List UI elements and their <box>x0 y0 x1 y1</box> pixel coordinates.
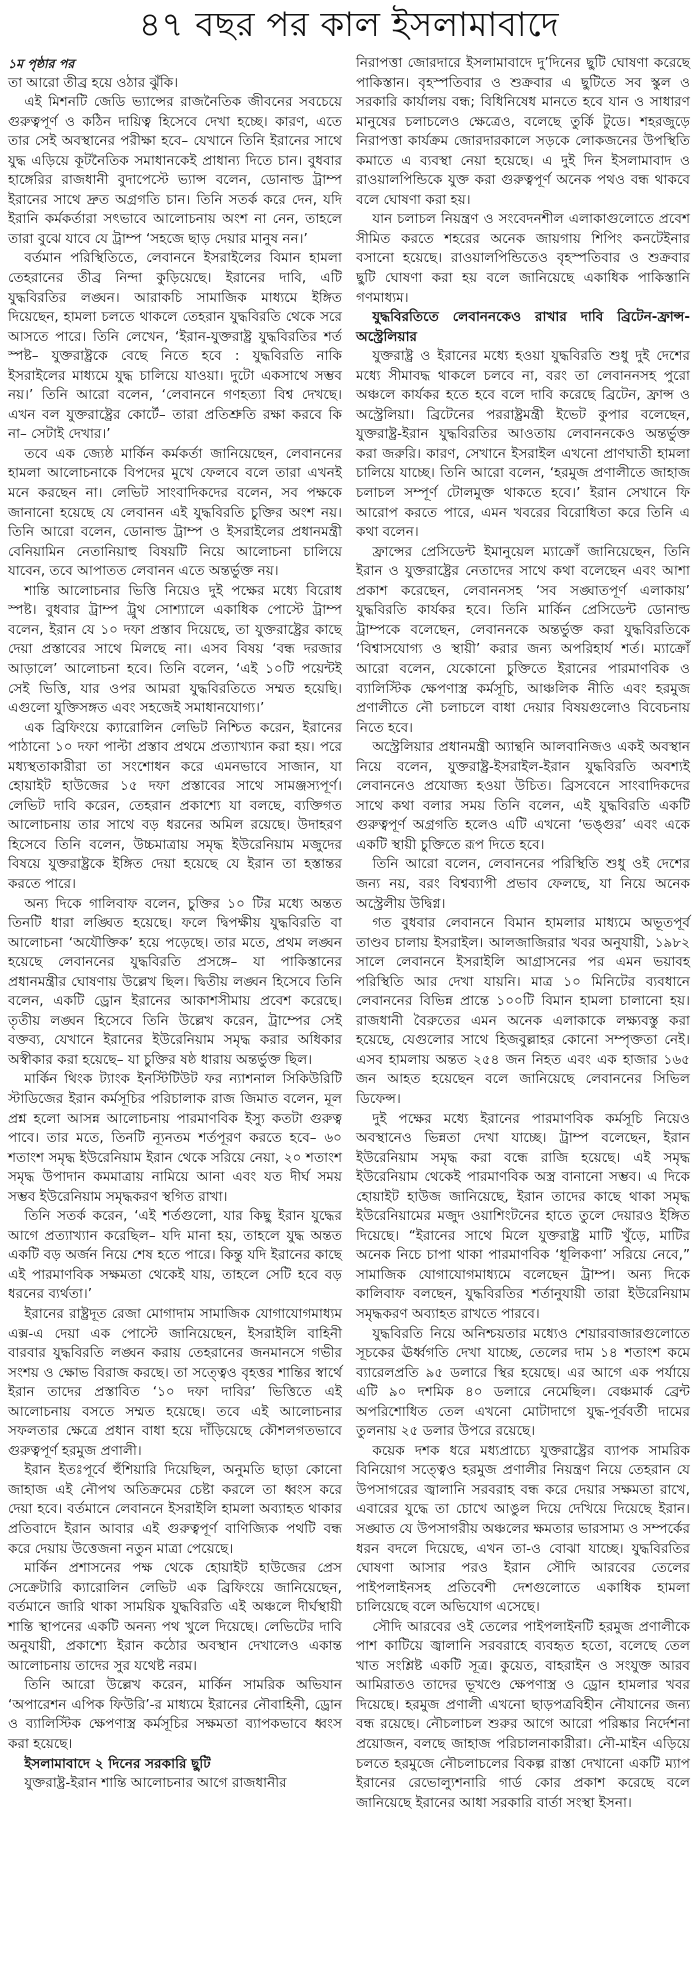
paragraph: যান চলাচল নিয়ন্ত্রণ ও সংবেদনশীল এলাকাগুলোতে প্রবেশ সীমিত করতে শহরের অনেক জায়গায় শিপিং কনটেইনার বসানো হয়েছে। রাওয়ালপিন্ডিতেও বৃহস্পতিবার ও শুক্রবার ছুটি ঘোষণা করা হয় বলে জানিয়েছে একাধিক পাকিস্তানি গণমাধ্যম। <box>356 211 690 306</box>
paragraph: তা আরো তীব্র হয়ে ওঠার ঝুঁকি। <box>8 74 179 91</box>
paragraph: তবে এক জ্যেষ্ঠ মার্কিন কর্মকর্তা জানিয়েছেন, লেবাননের হামলা আলোচনাকে বিপদের মুখে ফেলবে বলে তারা এখনই মনে করছেন না। লেভিট সাংবাদিকদের বলেন, সব পক্ষকে জানানো হয়েছে যে লেবানন এই যুদ্ধবিরতি চুক্তির অংশ নয়। তিনি আরো বলেন, ডোনাল্ড ট্রাম্প ও ইসরাইলের প্রধানমন্ত্রী বেনিয়ামিন নেতানিয়াহু বিষয়টি নিয়ে আলোচনা চালিয়ে যাবেন, তবে আপাতত লেবানন এতে অন্তর্ভুক্ত নয়। <box>8 445 342 580</box>
paragraph: ইরানের রাষ্ট্রদূত রেজা মোগাদাম সামাজিক যোগাযোগমাধ্যম এক্স-এ দেয়া এক পোস্টে জানিয়েছেন, ইসরাইলি বাহিনী বারবার যুদ্ধবিরতি লঙ্ঘন করায় তেহরানের জনমানসে গভীর সংশয় ও ক্ষোভ বিরাজ করছে। তা সত্ত্বেও বৃহত্তর শান্তির স্বার্থে ইরান তাদের প্রস্তাবিত ‘১০ দফা দাবির’ ভিত্তিতে এই আলোচনায় বসতে সম্মত হয়েছে। তবে এই আলোচনার সফলতার ক্ষেত্রে প্রধান বাধা হয়ে দাঁড়িয়েছে কৌশলগতভাবে গুরুত্বপূর্ণ হরমুজ প্রণালী। <box>8 1306 342 1459</box>
right-column <box>356 54 690 1813</box>
paragraph: যুদ্ধবিরতি নিয়ে অনিশ্চয়তার মধ্যেও শেয়ারবাজারগুলোতে সূচকের ঊর্ধ্বগতি দেখা যাচ্ছে, তেলের দাম ১৪ শতাংশ কমে ব্যারেলপ্রতি ৯৫ ডলারে স্থির হয়েছে। এর আগে এক পর্যায়ে এটি ৯০ দশমিক ৪০ ডলারে নেমেছিল। বেঞ্চমার্ক ব্রেন্ট অপরিশোধিত তেল এখনো মোটাদাগে যুদ্ধ-পূর্ববর্তী দামের তুলনায় ২৫ ডলার উপরে রয়েছে। <box>356 1325 690 1440</box>
paragraph: তিনি সতর্ক করেন, ‘এই শর্তগুলো, যার কিছু ইরান যুদ্ধের আগে প্রত্যাখ্যান করেছিল– যদি মানা হয়, তাহলে যুদ্ধ অন্তত একটি বড় অর্জন নিয়ে শেষ হতে পারে। কিন্তু যদি ইরানের কাছে এই পারমাণবিক সক্ষমতা থেকেই যায়, তাহলে সেটি হবে বড় ধরনের ব্যর্থতা।’ <box>8 1208 342 1303</box>
paragraph: মার্কিন প্রশাসনের পক্ষ থেকে হোয়াইট হাউজের প্রেস সেক্রেটারি ক্যারোলিন লেভিট এক ব্রিফিংয়ে জানিয়েছেন, বর্তমানে জারি থাকা সাময়িক যুদ্ধবিরতি এই অঞ্চলে দীর্ঘস্থায়ী শান্তি স্থাপনের একটি অনন্য পথ খুলে দিয়েছে। লেভিটের দাবি অনুযায়ী, প্রকাশ্যে ইরান কঠোর অবস্থান দেখালেও একান্ত আলোচনায় তাদের সুর যথেষ্ট নরম। <box>8 1560 342 1674</box>
paragraph: তিনি আরো বলেন, লেবাননের পরিস্থিতি শুধু ওই দেশের জন্য নয়, বরং বিশ্বব্যাপী প্রভাব ফেলছে, যা নিয়ে অনেক অস্ট্রেলীয় উদ্বিগ্ন। <box>356 856 690 912</box>
paragraph: এক ব্রিফিংয়ে ক্যারোলিন লেভিট নিশ্চিত করেন, ইরানের পাঠানো ১০ দফা পাল্টা প্রস্তাব প্রথমে প্রত্যাখ্যান করা হয়। পরে মধ্যস্থতাকারীরা তা সংশোধন করে এমনভাবে সাজান, যা হোয়াইট হাউজের ১৫ দফা প্রস্তাবের সাথে সামঞ্জস্যপূর্ণ। লেভিট দাবি করেন, তেহরান প্রকাশ্যে যা বলছে, ব্যক্তিগত আলোচনায় তার সাথে বড় ধরনের অমিল রয়েছে। উদাহরণ হিসেবে তিনি বলেন, উচ্চমাত্রায় সমৃদ্ধ ইউরেনিয়াম মজুদের বিষয়ে যুক্তরাষ্ট্রকে ইঙ্গিত দেয়া হয়েছে যে ইরান তা হস্তান্তর করতে পারে। <box>8 719 342 892</box>
left-column <box>8 54 342 1813</box>
article-body <box>0 50 698 1813</box>
paragraph: সৌদি আরবের ওই তেলের পাইপলাইনটি হরমুজ প্রণালীকে পাশ কাটিয়ে জ্বালানি সরবরাহে ব্যবহৃত হতো, বলেছে তেল খাত সংশ্লিষ্ট একটি সূত্র। কুয়েত, বাহরাইন ও সংযুক্ত আরব আমিরাতও তাদের ভূখণ্ডে ক্ষেপণাস্ত্র ও ড্রোন হামলার খবর দিয়েছে। হরমুজ প্রণালী এখনো ছাড়পত্রবিহীন নৌযানের জন্য বন্ধ রয়েছে। নৌচলাচল শুরুর আগে আরো পরিষ্কার নির্দেশনা প্রয়োজন, বলছে জাহাজ পরিচালনাকারীরা। নৌ-মাইন এড়িয়ে চলতে হরমুজে নৌচলাচলের বিকল্প রাস্তা দেখানো একটি ম্যাপ ইরানের রেভোল্যুশনারি গার্ড কোর প্রকাশ করেছে বলে জানিয়েছে ইরানের আধা সরকারি বার্তা সংস্থা ইসনা। <box>356 1618 690 1811</box>
paragraph: এই মিশনটি জেডি ভ্যান্সের রাজনৈতিক জীবনের সবচেয়ে গুরুত্বপূর্ণ ও কঠিন দায়িত্ব হিসেবে দেখা হচ্ছে। কারণ, এতে তার সেই অবস্থানের পরীক্ষা হবে– যেখানে তিনি ইরানের সাথে যুদ্ধ এড়িয়ে কূটনৈতিক সমাধানকেই প্রাধান্য দিতে চান। বুধবার হাঙ্গেরির রাজধানী বুদাপেস্টে ভ্যান্স বলেন, ডোনাল্ড ট্রাম্প ইরানের সাথে দ্রুত অগ্রগতি চান। তিনি সতর্ক করে দেন, যদি ইরানি কর্মকর্তারা সৎভাবে আলোচনায় অংশ না নেন, তাহলে তারা বুঝে যাবে যে ট্রাম্প ‘সহজে ছাড় দেয়ার মানুষ নন।’ <box>8 94 342 247</box>
paragraph: ইরান ইতঃপূর্বে হুঁশিয়ারি দিয়েছিল, অনুমতি ছাড়া কোনো জাহাজ এই নৌপথ অতিক্রমের চেষ্টা করলে তা ধ্বংস করে দেয়া হবে। বর্তমানে লেবাননে ইসরাইলি হামলা অব্যাহত থাকার প্রতিবাদে ইরান আবার এই গুরুত্বপূর্ণ বাণিজ্যিক পথটি বন্ধ করে দেয়ায় উত্তেজনা নতুন মাত্রা পেয়েছে। <box>8 1462 342 1557</box>
paragraph: ফ্রান্সের প্রেসিডেন্ট ইমানুয়েল ম্যাক্রোঁ জানিয়েছেন, তিনি ইরান ও যুক্তরাষ্ট্রের নেতাদের সাথে কথা বলেছেন এবং আশা প্রকাশ করেছেন, লেবাননসহ ‘সব সঙ্ঘাতপূর্ণ এলাকায়’ যুদ্ধবিরতি কার্যকর হবে। তিনি মার্কিন প্রেসিডেন্ট ডোনাল্ড ট্রাম্পকে বলেছেন, লেবাননকে অন্তর্ভুক্ত করা যুদ্ধবিরতিকে ‘বিশ্বাসযোগ্য ও স্থায়ী’ করার জন্য অপরিহার্য শর্ত। ম্যাক্রোঁ আরো বলেন, যেকোনো চুক্তিতে ইরানের পারমাণবিক ও ব্যালিস্টিক ক্ষেপণাস্ত্র কর্মসূচি, আঞ্চলিক নীতি এবং হরমুজ প্রণালীতে নৌ চলাচলে বাধা দেয়ার বিষয়গুলোও বিবেচনায় নিতে হবে। <box>356 543 690 736</box>
paragraph: শান্তি আলোচনার ভিত্তি নিয়েও দুই পক্ষের মধ্যে বিরোধ স্পষ্ট। বুধবার ট্রাম্প ট্রুথ সোশ্যালে একাধিক পোস্টে ট্রাম্প বলেন, ইরান যে ১০ দফা প্রস্তাব দিয়েছে, তা যুক্তরাষ্ট্রের কাছে দেয়া প্রস্তাবের সাথে মিলছে না। এসব বিষয় ‘বন্ধ দরজার আড়ালে’ আলোচনা হবে। তিনি বলেন, ‘এই ১০টি পয়েন্টই সেই ভিত্তি, যার ওপর আমরা যুদ্ধবিরতিতে সম্মত হয়েছি। এগুলো যুক্তিসঙ্গত এবং সহজেই সমাধানযোগ্য।’ <box>8 582 342 717</box>
paragraph: যুক্তরাষ্ট্র-ইরান শান্তি আলোচনার আগে রাজধানীর <box>24 1775 287 1792</box>
paragraph: বর্তমান পরিস্থিতিতে, লেবাননে ইসরাইলের বিমান হামলা তেহরানের তীব্র নিন্দা কুড়িয়েছে। ইরানের দাবি, এটি যুদ্ধবিরতির লঙ্ঘন। আরাকচি সামাজিক মাধ্যমে ইঙ্গিত দিয়েছেন, হামলা চলতে থাকলে তেহরান যুদ্ধবিরতি থেকে সরে আসতে পারে। তিনি লেখেন, ‘ইরান-যুক্তরাষ্ট্র যুদ্ধবিরতির শর্ত স্পষ্ট– যুক্তরাষ্ট্রকে বেছে নিতে হবে : যুদ্ধবিরতি নাকি ইসরাইলের মাধ্যমে যুদ্ধ চালিয়ে যাওয়া। দুটো একসাথে সম্ভব নয়।’ তিনি আরো বলেন, ‘লেবাননে গণহত্যা বিশ্ব দেখছে। এখন বল যুক্তরাষ্ট্রের কোর্টে– তারা প্রতিশ্রুতি রক্ষা করবে কি না– সেটাই দেখার।’ <box>8 250 342 443</box>
paragraph: দুই পক্ষের মধ্যে ইরানের পারমাণবিক কর্মসূচি নিয়েও অবস্থানেও ভিন্নতা দেখা যাচ্ছে। ট্রাম্প বলেছেন, ইরান ইউরেনিয়াম সমৃদ্ধ করা বন্ধে রাজি হয়েছে। এই সমৃদ্ধ ইউরেনিয়াম থেকেই পারমাণবিক অস্ত্র বানানো সম্ভব। এ দিকে হোয়াইট হাউজ জানিয়েছে, ইরান তাদের কাছে থাকা সমৃদ্ধ ইউরেনিয়ামের মজুদ ওয়াশিংটনের হাতে তুলে দেয়ারও ইঙ্গিত দিয়েছে। “ইরানের সাথে মিলে যুক্তরাষ্ট্র মাটি খুঁড়ে, মাটির অনেক নিচে চাপা থাকা পারমাণবিক ‘ধূলিকণা’ সরিয়ে নেবে,” সামাজিক যোগাযোগমাধ্যমে বলেছেন ট্রাম্প। অন্য দিকে কালিবাফ বলছেন, যুদ্ধবিরতির শর্তানুযায়ী তারা ইউরেনিয়াম সমৃদ্ধকরণ অব্যাহত রাখতে পারবে। <box>356 1110 690 1322</box>
paragraph: গত বুধবার লেবাননে বিমান হামলার মাধ্যমে অভূতপূর্ব তাণ্ডব চালায় ইসরাইল। আলজাজিরার খবর অনুযায়ী, ১৯৮২ সালে লেবাননে ইসরাইলি আগ্রাসনের পর এমন ভয়াবহ পরিস্থিতি আর দেখা যায়নি। মাত্র ১০ মিনিটের ব্যবধানে লেবাননের বিভিন্ন প্রান্তে ১০০টি বিমান হামলা চালানো হয়। রাজধানী বৈরুতের এমন অনেক এলাকাকে লক্ষ্যবস্তু করা হয়েছে, যেগুলোর সাথে হিজবুল্লাহর কোনো সম্পৃক্ততা নেই। এসব হামলায় অন্তত ২৫৪ জন নিহত এবং এক হাজার ১৬৫ জন আহত হয়েছেন বলে জানিয়েছে লেবাননের সিভিল ডিফেন্স। <box>356 915 690 1107</box>
paragraph: অন্য দিকে গালিবাফ বলেন, চুক্তির ১০ টির মধ্যে অন্তত তিনটি ধারা লঙ্ঘিত হয়েছে। ফলে দ্বিপক্ষীয় যুদ্ধবিরতি বা আলোচনা ‘অযৌক্তিক’ হয়ে পড়েছে। তার মতে, প্রথম লঙ্ঘন হয়েছে লেবাননের যুদ্ধবিরতি প্রসঙ্গে– যা পাকিস্তানের প্রধানমন্ত্রীর ঘোষণায় উল্লেখ ছিল। দ্বিতীয় লঙ্ঘন হিসেবে তিনি বলেন, একটি ড্রোন ইরানের আকাশসীমায় প্রবেশ করেছে। তৃতীয় লঙ্ঘন হিসেবে তিনি উল্লেখ করেন, ট্রাম্পের সেই বক্তব্য, যেখানে ইরানের ইউরেনিয়াম সমৃদ্ধ করার অধিকার অস্বীকার করা হয়েছে– যা চুক্তির ষষ্ঠ ধারায় অন্তর্ভুক্ত ছিল। <box>8 895 342 1068</box>
article-headline: ৪৭ বছর পর কাল ইসলামাবাদে <box>138 5 560 45</box>
paragraph: তিনি আরো উল্লেখ করেন, মার্কিন সামরিক অভিযান ‘অপারেশন এপিক ফিউরি’-র মাধ্যমে ইরানের নৌবাহিনী, ড্রোন ও ব্যালিস্টিক ক্ষেপণাস্ত্র কর্মসূচির সক্ষমতা ব্যাপকভাবে ধ্বংস করা হয়েছে। <box>8 1677 342 1753</box>
section-subheading: ইসলামাবাদে ২ দিনের সরকারি ছুটি <box>24 1755 211 1772</box>
paragraph: মার্কিন থিংক ট্যাংক ইনস্টিটিউট ফর ন্যাশনাল সিকিউরিটি স্টাডিজের ইরান কর্মসূচির পরিচালাক রাজ জিমাত বলেন, মূল প্রশ্ন হলো আসন্ন আলোচনায় পারমাণবিক ইস্যু কতটা গুরুত্ব পাবে। তার মতে, তিনটি ন্যূনতম শর্তপূরণ করতে হবে– ৬০ শতাংশ সমৃদ্ধ ইউরেনিয়াম ইরান থেকে সরিয়ে নেয়া, ২০ শতাংশ সমৃদ্ধ উপাদান কমমাত্রায় নামিয়ে আনা এবং যত দীর্ঘ সময় সম্ভব ইউরেনিয়াম সমৃদ্ধকরণ স্থগিত রাখা। <box>8 1071 342 1205</box>
continuation-label: ১ম পৃষ্ঠার পর <box>8 56 75 71</box>
section-subheading: যুদ্ধবিরতিতে লেবাননকেও রাখার দাবি ব্রিটেন-ফ্রান্স-অস্ট্রেলিয়ার <box>356 309 690 345</box>
paragraph: যুক্তরাষ্ট্র ও ইরানের মধ্যে হওয়া যুদ্ধবিরতি শুধু দুই দেশের মধ্যে সীমাবদ্ধ থাকলে চলবে না, বরং তা লেবাননসহ পুরো অঞ্চলে কার্যকর হতে হবে বলে দাবি করেছে ব্রিটেন, ফ্রান্স ও অস্ট্রেলিয়া। ব্রিটেনের পররাষ্ট্রমন্ত্রী ইভেট কুপার বলেছেন, যুক্তরাষ্ট্র-ইরান যুদ্ধবিরতির আওতায় লেবাননকেও অন্তর্ভুক্ত করা জরুরি। কারণ, সেখানে ইসরাইল এখনো প্রাণঘাতী হামলা চালিয়ে যাচ্ছে। তিনি আরো বলেন, ‘হরমুজ প্রণালীতে জাহাজ চলাচল সম্পূর্ণ টোলমুক্ত থাকতে হবে।’ ইরান সেখানে ফি আরোপ করতে পারে, এমন খবরের বিরোধিতা করে তিনি এ কথা বলেন। <box>356 348 690 541</box>
paragraph: অস্ট্রেলিয়ার প্রধানমন্ত্রী অ্যান্থনি আলবানিজও একই অবস্থান নিয়ে বলেন, যুক্তরাষ্ট্র-ইসরাইল-ইরান যুদ্ধবিরতি অবশ্যই লেবাননেও প্রযোজ্য হওয়া উচিত। ব্রিসবেনে সাংবাদিকদের সাথে কথা বলার সময় তিনি বলেন, এই যুদ্ধবিরতি একটি গুরুত্বপূর্ণ অগ্রগতি হলেও এটি এখনো ‘ভঙ্গুর’ এবং একে একটি স্থায়ী চুক্তিতে রূপ দিতে হবে। <box>356 739 690 853</box>
paragraph: কয়েক দশক ধরে মধ্যপ্রাচ্যে যুক্তরাষ্ট্রের ব্যাপক সামরিক বিনিয়োগ সত্ত্বেও হরমুজ প্রণালীর নিয়ন্ত্রণ নিয়ে তেহরান যে উপসাগরের জ্বালানি সরবরাহ বন্ধ করে দেয়ার সক্ষমতা রাখে, এবারের যুদ্ধে তা চোখে আঙুল দিয়ে দেখিয়ে দিয়েছে ইরান। সঙ্ঘাত যে উপসাগরীয় অঞ্চলের ক্ষমতার ভারসাম্য ও সম্পর্কের ধরন বদলে দিয়েছে, এখন তা-ও বোঝা যাচ্ছে। যুদ্ধবিরতির ঘোষণা আসার পরও ইরান সৌদি আরবের তেলের পাইপলাইনসহ প্রতিবেশী দেশগুলোতে একাধিক হামলা চালিয়েছে বলে অভিযোগ এসেছে। <box>356 1442 690 1616</box>
paragraph: নিরাপত্তা জোরদারে ইসলামাবাদে দু’দিনের ছুটি ঘোষণা করেছে পাকিস্তান। বৃহস্পতিবার ও শুক্রবার এ ছুটিতে সব স্কুল ও সরকারি কার্যালয় বন্ধ; বিধিনিষেধ মানতে হবে যান ও সাধারণ মানুষের চলাচলেও ক্ষেত্রেও, বলেছে তুর্কি টুডে। শহরজুড়ে নিরাপত্তা কার্যক্রম জোরদারকালে সড়কে লোকজনের উপস্থিতি কমাতে এ ব্যবস্থা নেয়া হয়েছে। এ দুই দিন ইসলামাবাদ ও রাওয়ালপিন্ডিকে যুক্ত করা গুরুত্বপূর্ণ অনেক পথও বন্ধ থাকবে বলে ঘোষণা করা হয়। <box>356 55 690 208</box>
